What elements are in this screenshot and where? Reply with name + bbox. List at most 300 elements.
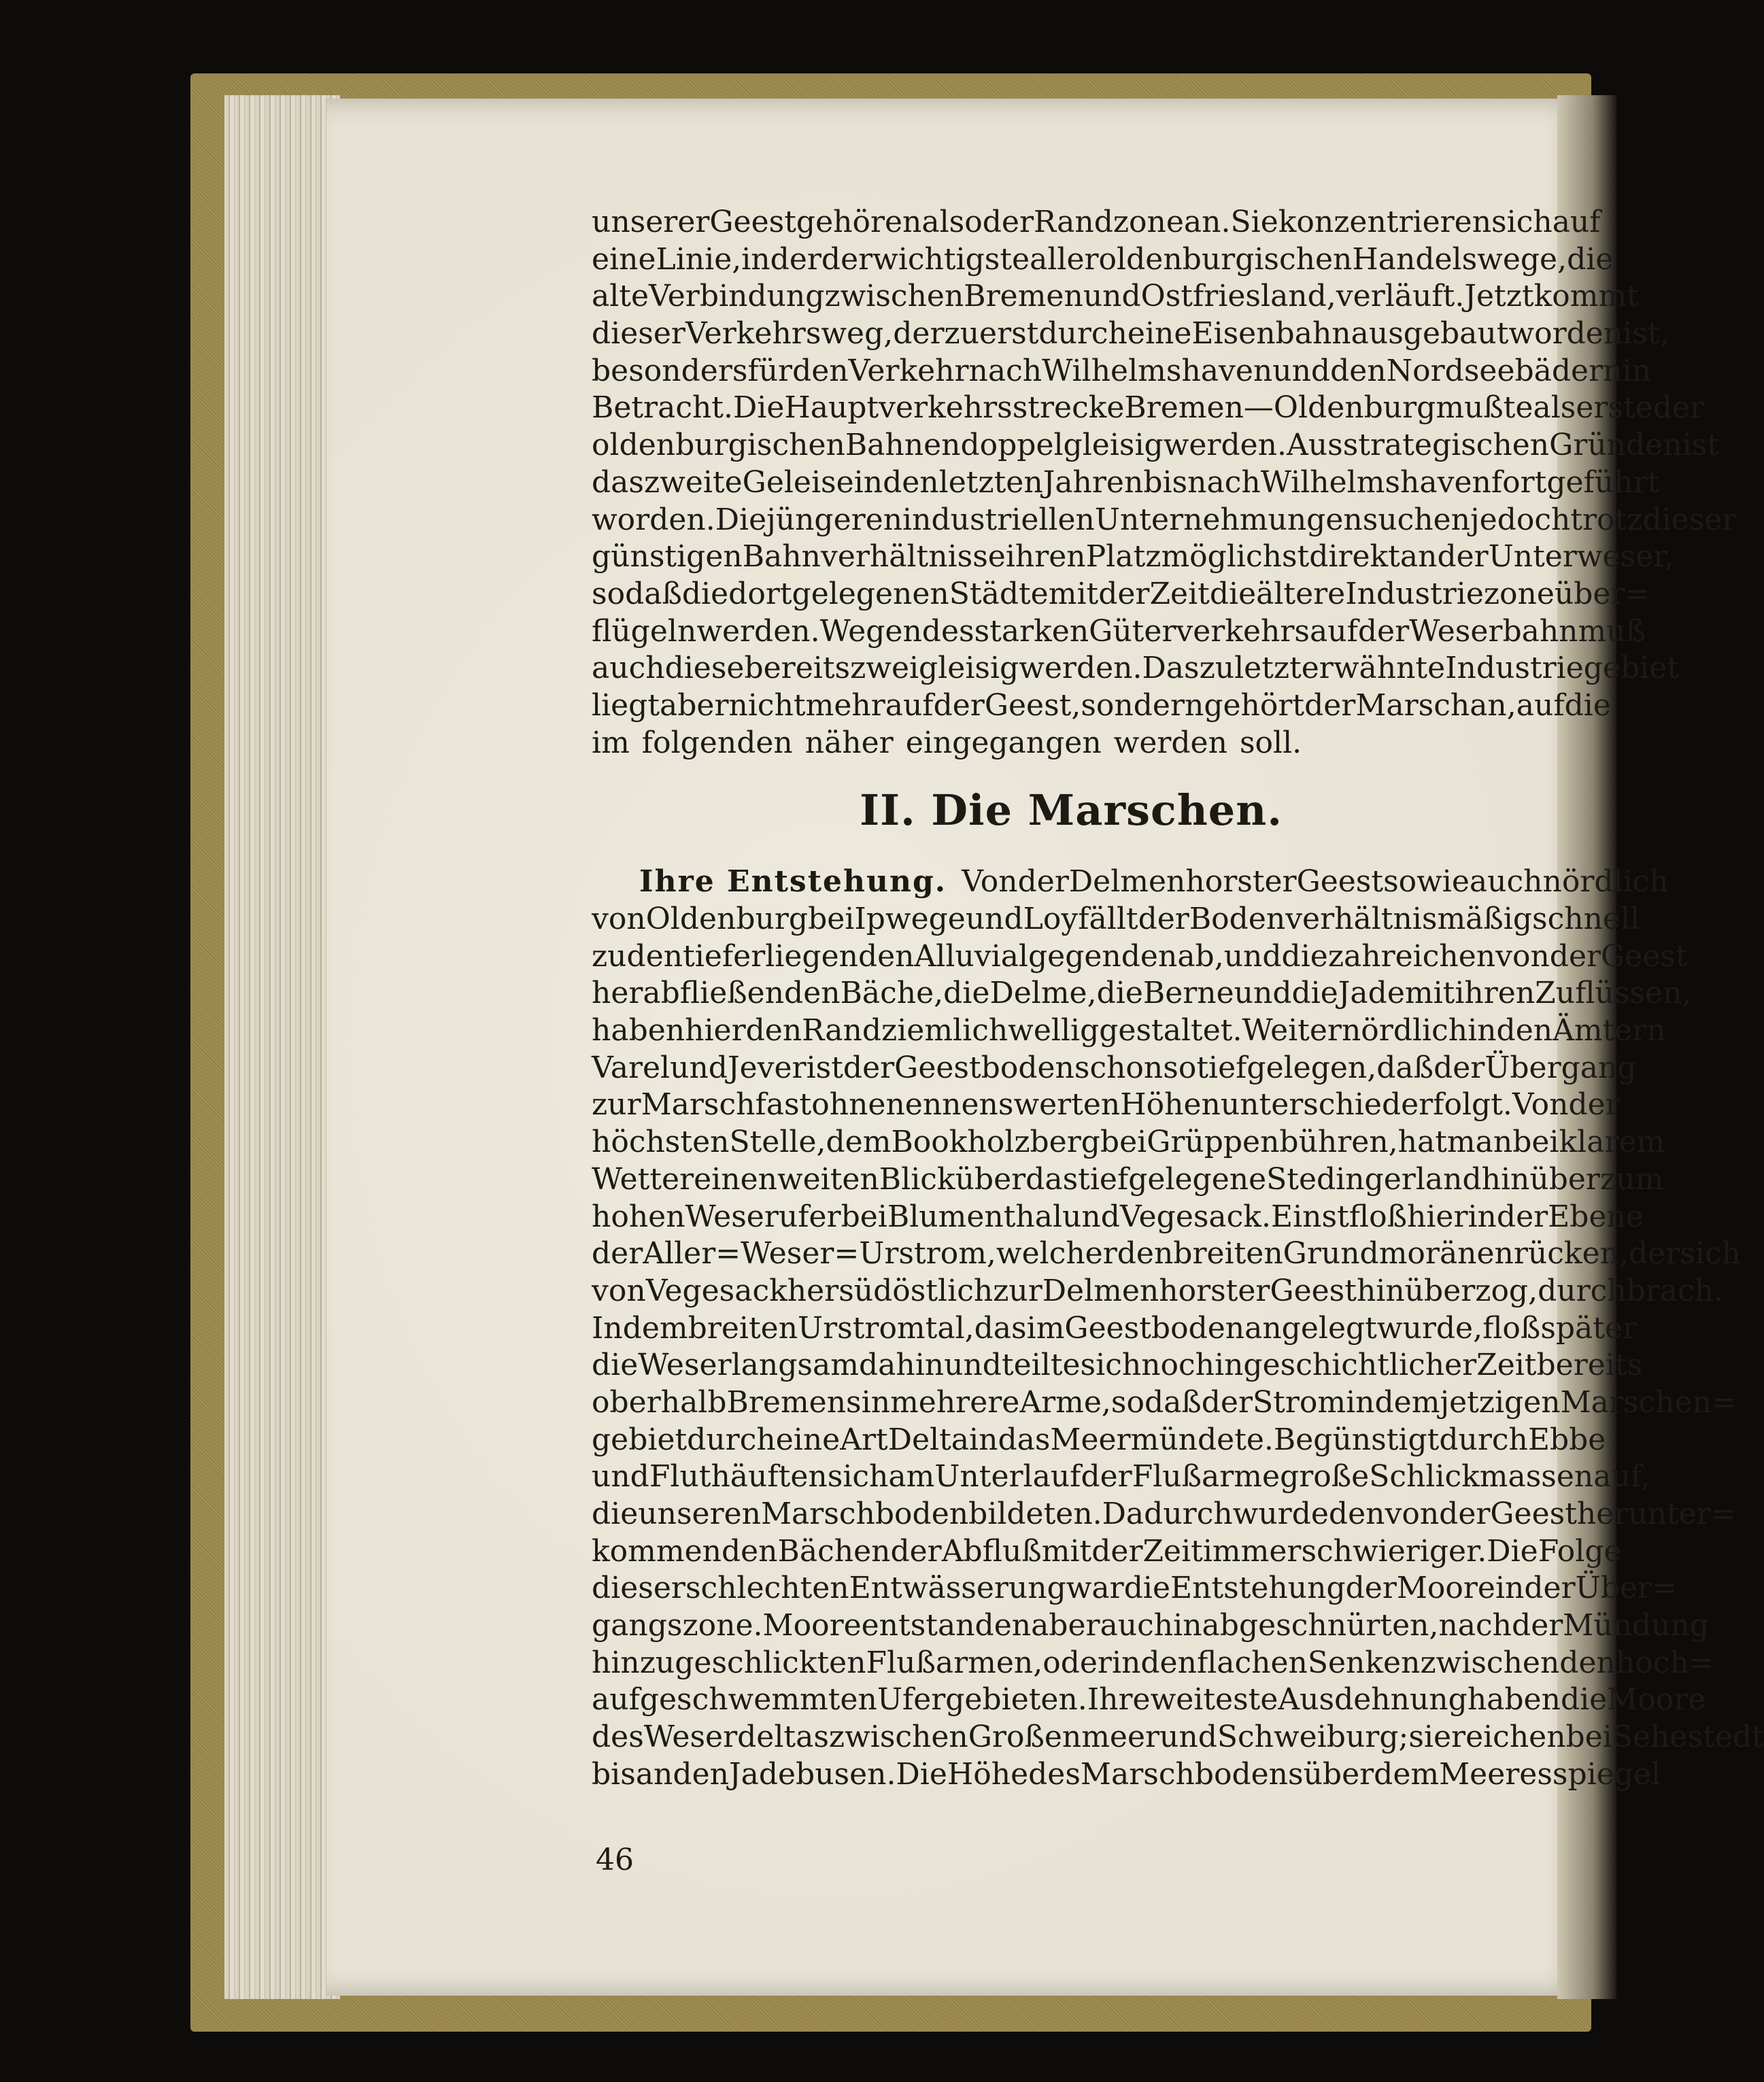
- word: an.: [1183, 205, 1231, 239]
- paragraph-first-line: [962, 864, 1669, 901]
- word: jedoch: [1470, 502, 1571, 537]
- word: auch: [1469, 864, 1543, 900]
- word: wurde: [1232, 1497, 1329, 1531]
- word: nennenswerten: [885, 1087, 1121, 1123]
- word: Geest: [1270, 1273, 1357, 1308]
- word: zu: [592, 938, 627, 974]
- word: Jadebusen.: [728, 1756, 896, 1792]
- word: von: [1495, 938, 1550, 974]
- word: folgenden: [641, 725, 793, 760]
- word: Begünstigt: [1273, 1422, 1440, 1457]
- paragraph-line: [592, 1050, 1637, 1087]
- word: aller: [1030, 241, 1099, 277]
- word: der: [1652, 390, 1705, 426]
- word: gangszone.: [592, 1608, 763, 1643]
- word: gelegenen: [792, 576, 949, 611]
- word: Marsch: [1355, 687, 1470, 723]
- word: Ufergebieten.: [877, 1682, 1087, 1718]
- word: möglichst: [1161, 539, 1310, 575]
- word: Zeit: [1476, 1348, 1537, 1383]
- word: dahin: [858, 1348, 945, 1383]
- word: dem: [1374, 1756, 1440, 1792]
- word: Nordseebädern: [1386, 353, 1623, 388]
- word: dort: [728, 576, 792, 611]
- word: Jetzt: [1464, 279, 1534, 314]
- page-edges: [224, 95, 340, 1999]
- word: herabfließenden: [592, 976, 841, 1011]
- word: dieser: [592, 1571, 685, 1606]
- paragraph-line: [592, 204, 1601, 241]
- word: nach: [1187, 464, 1261, 500]
- word: gelegen,: [1246, 1050, 1377, 1085]
- word: der: [821, 241, 873, 277]
- word: mit: [1041, 1533, 1092, 1569]
- word: alte: [592, 279, 649, 314]
- word: auf: [1552, 205, 1601, 239]
- word: Ihre: [1087, 1682, 1151, 1718]
- word: Ostfriesland,: [1140, 279, 1336, 314]
- word: wichtigste: [872, 241, 1030, 277]
- word: durch: [1038, 316, 1127, 352]
- word: an: [635, 1756, 673, 1792]
- word: der: [1304, 687, 1356, 723]
- paragraph-line: [592, 1235, 1741, 1273]
- word: hat: [1397, 1125, 1447, 1160]
- word: Marschen=: [1560, 1384, 1737, 1420]
- word: Varel: [592, 1050, 671, 1085]
- word: fast: [755, 1087, 812, 1123]
- word: worden: [1508, 316, 1623, 352]
- word: oder: [1042, 1645, 1112, 1680]
- word: hoch=: [1615, 1645, 1714, 1680]
- word: tief: [1078, 1161, 1129, 1197]
- word: Blick: [879, 1161, 955, 1197]
- word: Weserbahn: [1409, 613, 1578, 649]
- word: in: [1622, 353, 1651, 388]
- word: muß: [1578, 613, 1646, 649]
- word: Schlickmassen: [1369, 1459, 1594, 1495]
- word: daß: [1144, 1384, 1202, 1420]
- paragraph-line: [592, 1719, 1764, 1756]
- word: bereits: [744, 651, 851, 686]
- word: trotz: [1570, 502, 1643, 537]
- word: so: [1163, 1050, 1197, 1085]
- word: wellig: [1008, 1013, 1100, 1048]
- word: Moore: [762, 1608, 862, 1643]
- word: bis: [1143, 464, 1188, 500]
- word: Großenmeer: [968, 1720, 1160, 1755]
- paragraph-line: [592, 650, 1679, 687]
- word: wurde,: [1376, 1310, 1483, 1346]
- word: Ipwege: [854, 902, 966, 936]
- paragraph-line: [592, 1533, 1622, 1571]
- word: Ebbe: [1527, 1422, 1606, 1457]
- word: die: [1123, 1571, 1170, 1606]
- word: Weser: [638, 1348, 732, 1383]
- word: hier: [685, 1013, 746, 1048]
- paragraph-line: [592, 278, 1639, 315]
- word: sich: [1491, 205, 1553, 239]
- word: breiten: [688, 1310, 798, 1346]
- word: Blumenthal: [887, 1199, 1063, 1234]
- word: Die: [1487, 1533, 1538, 1569]
- word: Schweiburg;: [1217, 1720, 1409, 1755]
- word: jetzigen: [1440, 1384, 1561, 1420]
- word: das: [1025, 1161, 1079, 1197]
- word: zahreichen: [1327, 938, 1496, 974]
- word: die: [1096, 976, 1143, 1011]
- word: Flußarme: [1132, 1459, 1280, 1495]
- word: Senken: [1307, 1645, 1421, 1680]
- word: Geest: [1490, 1497, 1577, 1531]
- word: in: [1346, 1384, 1375, 1420]
- word: dieser: [592, 316, 685, 352]
- word: erfolgt.: [1401, 1087, 1512, 1123]
- word: Weserdeltas: [643, 1720, 829, 1755]
- word: bei: [1565, 1720, 1612, 1755]
- word: Von: [1512, 1087, 1569, 1123]
- word: Bahnverhältnisse: [742, 539, 1006, 575]
- word: schwieriger.: [1301, 1533, 1487, 1569]
- word: Bahnen: [845, 428, 961, 463]
- word: die: [592, 1348, 639, 1383]
- word: Die: [896, 1756, 947, 1792]
- word: durch: [1439, 1422, 1528, 1457]
- word: direkt: [1309, 539, 1400, 575]
- word: gehört: [1204, 687, 1305, 723]
- word: flachen: [1196, 1645, 1308, 1680]
- word: Bäche,: [840, 976, 944, 1011]
- word: In: [592, 1310, 623, 1346]
- word: worden.: [592, 502, 715, 537]
- paragraph-line: [592, 1347, 1643, 1384]
- word: letzten: [938, 464, 1043, 500]
- word: Verkehr: [848, 353, 969, 388]
- word: in: [969, 1422, 998, 1457]
- word: die: [943, 976, 990, 1011]
- paragraph-line: [592, 864, 1669, 901]
- word: und: [1223, 938, 1282, 974]
- word: ab,: [1177, 938, 1224, 974]
- paragraph-line: [592, 613, 1646, 651]
- word: in: [1495, 1571, 1525, 1606]
- word: gebiet: [592, 1422, 688, 1457]
- word: Delmenhorster: [1042, 1273, 1270, 1308]
- word: kommenden: [592, 1533, 778, 1569]
- word: Entwässerung: [849, 1571, 1066, 1606]
- word: abgeschnürten,: [1202, 1608, 1439, 1643]
- word: von: [1385, 1497, 1440, 1531]
- paragraph-line: [592, 464, 1660, 502]
- word: den: [1117, 1236, 1174, 1272]
- word: Unternehmungen: [1094, 502, 1363, 537]
- word: der: [982, 205, 1034, 239]
- word: Flußarmen,: [866, 1645, 1043, 1680]
- word: Zuflüssen,: [1535, 976, 1692, 1011]
- word: aber: [660, 687, 729, 723]
- word: Bremen—Oldenburg: [1124, 390, 1436, 426]
- word: das: [592, 464, 644, 500]
- word: mit: [1404, 976, 1455, 1011]
- paragraph-line: [592, 1422, 1606, 1459]
- page-text: [592, 204, 1764, 1794]
- word: Marsch: [641, 1087, 756, 1123]
- word: werden.: [696, 613, 820, 649]
- word: den: [1559, 1645, 1616, 1680]
- word: reichen: [1451, 1720, 1566, 1755]
- word: Industriegebiet: [1445, 651, 1679, 686]
- paragraph-line: [592, 1012, 1666, 1050]
- word: Höhenunterschied: [1120, 1087, 1402, 1123]
- word: sich: [1680, 1236, 1741, 1272]
- word: suchen: [1362, 502, 1471, 537]
- word: sondern: [1081, 687, 1204, 723]
- word: Flut: [649, 1459, 711, 1495]
- paragraph-line: [592, 1607, 1710, 1645]
- word: also: [921, 205, 983, 239]
- word: dem: [1374, 1384, 1440, 1420]
- word: die: [1567, 241, 1614, 277]
- word: jüngeren: [766, 502, 903, 537]
- paragraph-line: [592, 502, 1737, 539]
- paragraph-line: [592, 1124, 1665, 1161]
- word: Marschbodens: [1080, 1756, 1304, 1792]
- paragraph-line: [592, 1570, 1677, 1607]
- word: der: [1524, 1571, 1576, 1606]
- word: eingegangen: [905, 725, 1102, 760]
- word: der: [1496, 1199, 1548, 1234]
- word: höchsten: [592, 1125, 730, 1160]
- word: als: [1533, 390, 1576, 426]
- word: der: [933, 687, 985, 723]
- word: Urstromtal,: [798, 1310, 974, 1346]
- word: Industriezone: [1345, 576, 1555, 611]
- word: die: [1564, 687, 1611, 723]
- word: Verkehrsweg,: [685, 316, 894, 352]
- word: bereits: [1536, 1348, 1643, 1383]
- word: unseren: [638, 1497, 761, 1531]
- word: zur: [993, 1273, 1042, 1308]
- word: Zeit: [1149, 576, 1210, 611]
- word: Höhe: [947, 1756, 1029, 1792]
- word: haben: [592, 1013, 685, 1048]
- word: Delmenhorster: [1068, 864, 1297, 900]
- word: Ämtern: [1553, 1013, 1666, 1048]
- word: Moore: [1607, 1682, 1706, 1718]
- word: weiten: [777, 1161, 879, 1197]
- word: in: [861, 1384, 891, 1420]
- word: doppelgleisig: [960, 428, 1164, 463]
- word: den: [745, 1013, 802, 1048]
- word: hin: [592, 1645, 640, 1680]
- paragraph-2: [592, 864, 1764, 1793]
- word: Strom: [1253, 1384, 1346, 1420]
- word: auf: [885, 687, 934, 723]
- word: ist: [1682, 428, 1719, 463]
- word: angelegt: [1244, 1310, 1377, 1346]
- word: und: [592, 1459, 649, 1495]
- paragraph-line: [592, 1682, 1706, 1719]
- word: geschichtlicher: [1243, 1348, 1477, 1383]
- word: mehr: [805, 687, 885, 723]
- word: Gründen: [1549, 428, 1682, 463]
- word: Zeit: [1142, 1533, 1203, 1569]
- word: Jahren: [1042, 464, 1144, 500]
- paragraph-line: [592, 901, 1640, 938]
- paragraph-line: [592, 1496, 1736, 1533]
- word: der: [770, 241, 821, 277]
- word: schon: [1074, 1050, 1164, 1085]
- word: der: [843, 1050, 895, 1085]
- word: nach: [1438, 1608, 1512, 1643]
- paragraph-line: [592, 576, 1650, 613]
- word: bei: [808, 902, 855, 936]
- word: der: [1345, 1571, 1397, 1606]
- word: floß: [1482, 1310, 1541, 1346]
- word: zwischen: [1420, 1645, 1560, 1680]
- word: so: [1110, 1384, 1144, 1420]
- word: ohne: [811, 1087, 886, 1123]
- word: eine: [592, 241, 656, 277]
- paragraph-line: [592, 1458, 1650, 1496]
- word: zuerst: [944, 316, 1039, 352]
- word: her: [787, 1273, 839, 1308]
- word: über: [955, 1161, 1026, 1197]
- word: flügeln: [592, 613, 697, 649]
- word: Weserufer: [685, 1199, 841, 1234]
- word: der: [1138, 902, 1189, 936]
- word: ältere: [1256, 576, 1346, 611]
- word: von: [592, 902, 646, 936]
- word: die: [1281, 938, 1328, 974]
- word: über: [1303, 1756, 1374, 1792]
- word: Entstehung: [1170, 1571, 1346, 1606]
- word: Randzone: [1033, 205, 1184, 239]
- word: der: [1439, 1497, 1491, 1531]
- word: langsam: [731, 1348, 859, 1383]
- paragraph-line: [592, 353, 1651, 390]
- word: schlechten: [685, 1571, 849, 1606]
- word: eine: [775, 1422, 841, 1457]
- word: und: [965, 902, 1023, 936]
- word: in: [1173, 1608, 1202, 1643]
- word: des: [921, 613, 974, 649]
- word: das: [974, 1310, 1027, 1346]
- word: in: [853, 464, 883, 500]
- word: der: [1437, 539, 1489, 575]
- word: Vegesack.: [1119, 1199, 1271, 1234]
- word: Geest,: [984, 687, 1081, 723]
- word: und: [944, 1348, 1002, 1383]
- word: Güterverkehrs: [1089, 613, 1310, 649]
- word: entstanden: [861, 1608, 1032, 1643]
- word: Die: [715, 502, 767, 537]
- word: unserer: [592, 205, 710, 239]
- word: oldenburgischen: [592, 428, 845, 463]
- word: durchbrach.: [1538, 1273, 1724, 1308]
- word: besonders: [592, 353, 748, 388]
- word: noch: [1141, 1348, 1215, 1383]
- word: Wetter: [592, 1161, 694, 1197]
- word: Boden: [1189, 902, 1286, 936]
- word: Linie,: [656, 241, 742, 277]
- word: den: [792, 353, 849, 388]
- paragraph-line: [592, 241, 1614, 279]
- word: herunter=: [1576, 1497, 1736, 1531]
- word: zweigleisig: [850, 651, 1019, 686]
- word: werden.: [1019, 651, 1142, 686]
- word: mit: [1048, 576, 1099, 611]
- word: dem: [826, 1125, 892, 1160]
- word: Unterlauf: [934, 1459, 1081, 1495]
- word: sie: [1408, 1720, 1452, 1755]
- word: gehören: [796, 205, 922, 239]
- word: in: [1468, 1199, 1497, 1234]
- word: in: [741, 241, 770, 277]
- word: häuften: [711, 1459, 828, 1495]
- paragraph-1: [592, 204, 1737, 762]
- paragraph-line: [592, 1087, 1620, 1124]
- word: in: [1111, 1645, 1141, 1680]
- word: große: [1280, 1459, 1370, 1495]
- word: zuletzt: [1199, 651, 1302, 686]
- word: und: [1159, 1720, 1217, 1755]
- word: weiteste: [1150, 1682, 1278, 1718]
- word: Delta: [887, 1422, 970, 1457]
- word: von: [592, 1273, 646, 1308]
- word: gelegene: [1128, 1161, 1267, 1197]
- word: auf: [1516, 687, 1565, 723]
- word: der: [1434, 1050, 1485, 1085]
- word: der: [890, 1533, 942, 1569]
- word: Sehestedt: [1612, 1720, 1764, 1755]
- paragraph-line: [592, 315, 1669, 353]
- word: des: [1028, 1756, 1081, 1792]
- word: Vegesack: [645, 1273, 787, 1308]
- word: diese: [664, 651, 745, 686]
- word: ist,: [1623, 316, 1669, 352]
- word: Sie: [1230, 205, 1278, 239]
- word: Wilhelmshaven: [1042, 353, 1273, 388]
- paragraph-line: [592, 1384, 1737, 1422]
- word: Platz: [1085, 539, 1161, 575]
- word: mündete.: [1130, 1422, 1274, 1457]
- word: und: [1062, 1199, 1120, 1234]
- word: so: [592, 576, 626, 611]
- word: im: [1026, 1310, 1065, 1346]
- word: der: [1568, 1087, 1620, 1123]
- word: Städte: [949, 576, 1049, 611]
- word: Moore: [1396, 1571, 1495, 1606]
- word: fällt: [1078, 902, 1138, 936]
- paragraph-line: [592, 1645, 1714, 1682]
- word: Marschboden: [761, 1497, 969, 1531]
- word: den: [1330, 353, 1387, 388]
- paragraph-line: [592, 725, 1550, 762]
- paragraph-line: [592, 1756, 1661, 1794]
- word: Geest: [709, 205, 796, 239]
- word: auch: [1100, 1608, 1174, 1643]
- word: Eisenbahn: [1191, 316, 1351, 352]
- word: Arme,: [1019, 1384, 1111, 1420]
- word: hier: [1407, 1199, 1468, 1234]
- word: Einst: [1270, 1199, 1349, 1234]
- word: gestaltet.: [1099, 1013, 1242, 1048]
- word: Hauptverkehrsstrecke: [784, 390, 1125, 426]
- word: bei: [1512, 1125, 1559, 1160]
- word: der: [1357, 613, 1410, 649]
- word: nicht: [728, 687, 806, 723]
